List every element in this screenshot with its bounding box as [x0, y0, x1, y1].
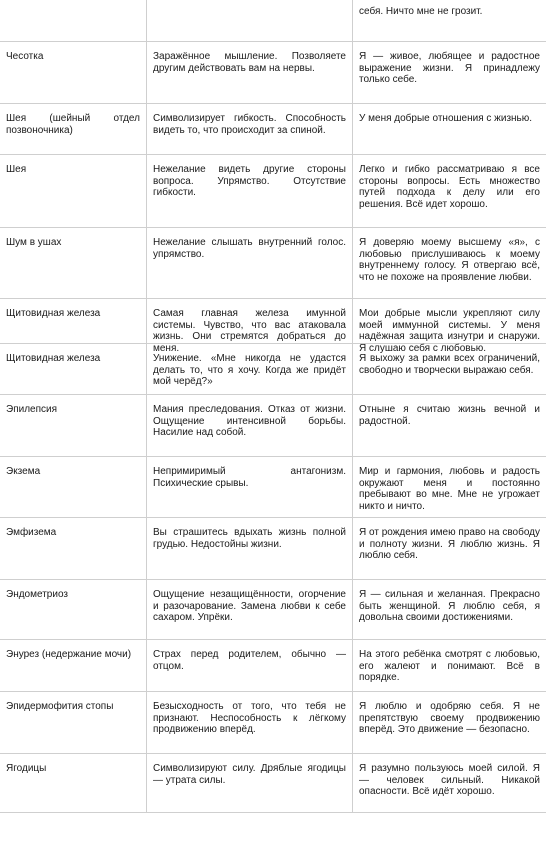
cause-cell: Унижение. «Мне никогда не удастся делать то, что я хочу. Когда же придёт мой черёд?» [146, 344, 352, 394]
condition-cell: Шея (шейный отдел позвоночника) [6, 113, 140, 136]
table-row [0, 154, 546, 227]
cause-cell: Ощущение незащищённости, огорчение и разочарование. Замена любви к себе сахаром. Упрёки. [146, 580, 352, 639]
table-row [0, 753, 546, 813]
affirmation-cell: Мир и гармония, любовь и радость окружают меня и постоянно пребывают во мне. Мне не угрожает никто и ничто. [352, 457, 546, 517]
condition-cell: Щитовидная железа [6, 308, 101, 319]
affirmation-cell: Я — живое, любящее и радостное выражение жизни. Я принадлежу только себе. [352, 42, 546, 103]
affirmation-cell: Отныне я считаю жизнь вечной и радостной. [352, 395, 546, 456]
table-row [0, 0, 546, 41]
cause-cell: Вы страшитесь вдыхать жизнь полной грудью. Недостойны жизни. [146, 518, 352, 579]
cause-cell: Символизирует гибкость. Способность видеть то, что происходит за спиной. [146, 104, 352, 154]
condition-cell: Эмфизема [6, 527, 57, 538]
cause-cell: Безысходность от того, что тебя не признают. Неспособность к лёгкому продвижению вперёд. [146, 692, 352, 753]
cause-cell: Самая главная железа имунной системы. Чувство, что вас атаковала жизнь. Они стремятся добраться до меня. [146, 299, 352, 343]
table-row [0, 517, 546, 579]
table-row [0, 639, 546, 691]
condition-cell: Эпилепсия [6, 404, 58, 415]
table-row [0, 456, 546, 517]
affirmation-cell: Я люблю и одобряю себя. Я не препятствую своему продвижению вперёд. Это движение — безопасно. [352, 692, 546, 753]
cause-cell: Символизируют силу. Дряблые ягодицы — утрата силы. [146, 754, 352, 812]
affirmation-cell: Я доверяю моему высшему «я», с любовью прислушиваюсь к моему внутреннему голосу. Я отвергаю всё, что не похоже на проявление любви. [352, 228, 546, 298]
table-row [0, 691, 546, 753]
affirmation-cell: Легко и гибко рассматриваю я все стороны вопросы. Есть множество путей подхода к делу или его решения. Всё идет хорошо. [352, 155, 546, 227]
table-row [0, 41, 546, 103]
cause-cell [146, 0, 352, 41]
cause-cell: Непримиримый антагонизм. Психические срывы. [146, 457, 352, 517]
affirmation-cell: Я разумно пользуюсь моей силой. Я — человек сильный. Никакой опасности. Всё идёт хорошо. [352, 754, 546, 812]
condition-cell: Эпидермофития стопы [6, 701, 114, 712]
table-row [0, 103, 546, 154]
table-row [0, 227, 546, 298]
affirmation-cell: Я — сильная и желанная. Прекрасно быть женщиной. Я люблю себя, я довольна своими достижениями. [352, 580, 546, 639]
condition-cell: Ягодицы [6, 763, 47, 774]
cause-cell: Нежелание слышать внутренний голос. упрямство. [146, 228, 352, 298]
table-row [0, 394, 546, 456]
table-row [0, 298, 546, 354]
condition-cell: Эндометриоз [6, 589, 68, 600]
affirmation-cell: У меня добрые отношения с жизнью. [352, 104, 546, 154]
affirmation-cell: На этого ребёнка смотрят с любовью, его жалеют и понимают. Всё в порядке. [352, 640, 546, 691]
cause-cell: Страх перед родителем, обычно — отцом. [146, 640, 352, 691]
condition-cell: Шея [6, 164, 27, 175]
condition-cell: Щитовидная железа [6, 353, 101, 364]
cause-cell: Мания преследования. Отказ от жизни. Ощущение интенсивной борьбы. Насилие над собой. [146, 395, 352, 456]
affirmation-cell: Мои добрые мысли укрепляют силу моей иммунной системы. У меня надёжная защита изнутри и снаружи. Я слушаю себя с любовью. [352, 299, 546, 343]
affirmation-cell: Я от рождения имею право на свободу и полноту жизни. Я люблю жизнь. Я люблю себя. [352, 518, 546, 579]
condition-cell: Шум в ушах [6, 237, 62, 248]
affirmation-cell: себя. Ничто мне не грозит. [352, 0, 546, 41]
affirmation-cell: Я выхожу за рамки всех ограничений, свободно и творчески выражаю себя. [352, 344, 546, 394]
condition-cell [0, 0, 146, 41]
condition-cell: Энурез (недержание мочи) [6, 649, 132, 660]
cause-cell: Заражённое мышление. Позволяете другим действовать вам на нервы. [146, 42, 352, 103]
condition-cell: Экзема [6, 466, 41, 477]
condition-cell: Чесотка [6, 51, 44, 62]
table-row [0, 343, 546, 394]
cause-cell: Нежелание видеть другие стороны вопроса. Упрямство. Отсутствие гибкости. [146, 155, 352, 227]
table-row [0, 579, 546, 639]
